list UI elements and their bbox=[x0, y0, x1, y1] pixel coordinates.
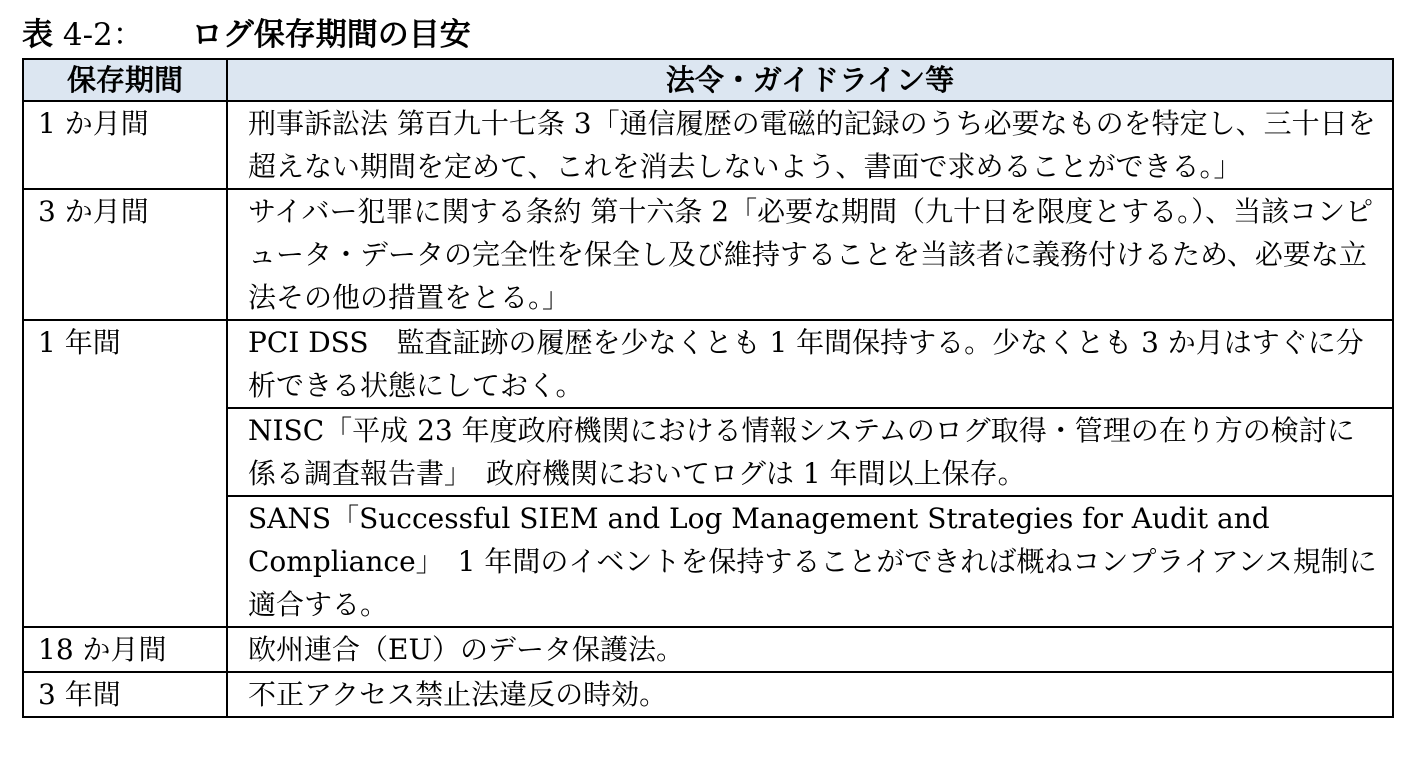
caption-lead: 表 bbox=[22, 17, 53, 53]
table-row bbox=[23, 627, 1393, 672]
regulation-cell: PCI DSS 監査証跡の履歴を少なくとも 1 年間保持する。少なくとも 3 か月はすぐに分析できる状態にしておく。 bbox=[227, 320, 1393, 408]
table-row bbox=[23, 496, 1393, 627]
table-caption bbox=[22, 14, 471, 56]
retention-table bbox=[22, 58, 1394, 718]
caption-number: 4-2： bbox=[53, 17, 144, 53]
regulation-cell: 不正アクセス禁止法違反の時効。 bbox=[227, 672, 1393, 717]
caption-title: ログ保存期間の目安 bbox=[191, 17, 471, 53]
period-cell: 1 か月間 bbox=[23, 101, 227, 189]
table-row bbox=[23, 101, 1393, 189]
header-row bbox=[23, 59, 1393, 101]
period-cell: 3 か月間 bbox=[23, 189, 227, 320]
table-row bbox=[23, 672, 1393, 717]
table-row bbox=[23, 189, 1393, 320]
regulation-cell: サイバー犯罪に関する条約 第十六条 2「必要な期間（九十日を限度とする。）、当該コンピュータ・データの完全性を保全し及び維持することを当該者に義務付けるため、必要な立法その他の措置をとる。」 bbox=[227, 189, 1393, 320]
period-cell: 3 年間 bbox=[23, 672, 227, 717]
table-row bbox=[23, 320, 1393, 408]
regulation-cell: SANS「Successful SIEM and Log Management Strategies for Audit and Compliance」 1 年間のイベントを保持することができれば概ねコンプライアンス規制に適合する。 bbox=[227, 496, 1393, 627]
table-row bbox=[23, 408, 1393, 496]
header-regulation: 法令・ガイドライン等 bbox=[227, 59, 1393, 101]
regulation-cell: 刑事訴訟法 第百九十七条 3「通信履歴の電磁的記録のうち必要なものを特定し、三十日を超えない期間を定めて、これを消去しないよう、書面で求めることができる。」 bbox=[227, 101, 1393, 189]
header-period: 保存期間 bbox=[23, 59, 227, 101]
regulation-cell: NISC「平成 23 年度政府機関における情報システムのログ取得・管理の在り方の検討に係る調査報告書」 政府機関においてログは 1 年間以上保存。 bbox=[227, 408, 1393, 496]
period-cell: 18 か月間 bbox=[23, 627, 227, 672]
regulation-cell: 欧州連合（EU）のデータ保護法。 bbox=[227, 627, 1393, 672]
period-cell: 1 年間 bbox=[23, 320, 227, 627]
